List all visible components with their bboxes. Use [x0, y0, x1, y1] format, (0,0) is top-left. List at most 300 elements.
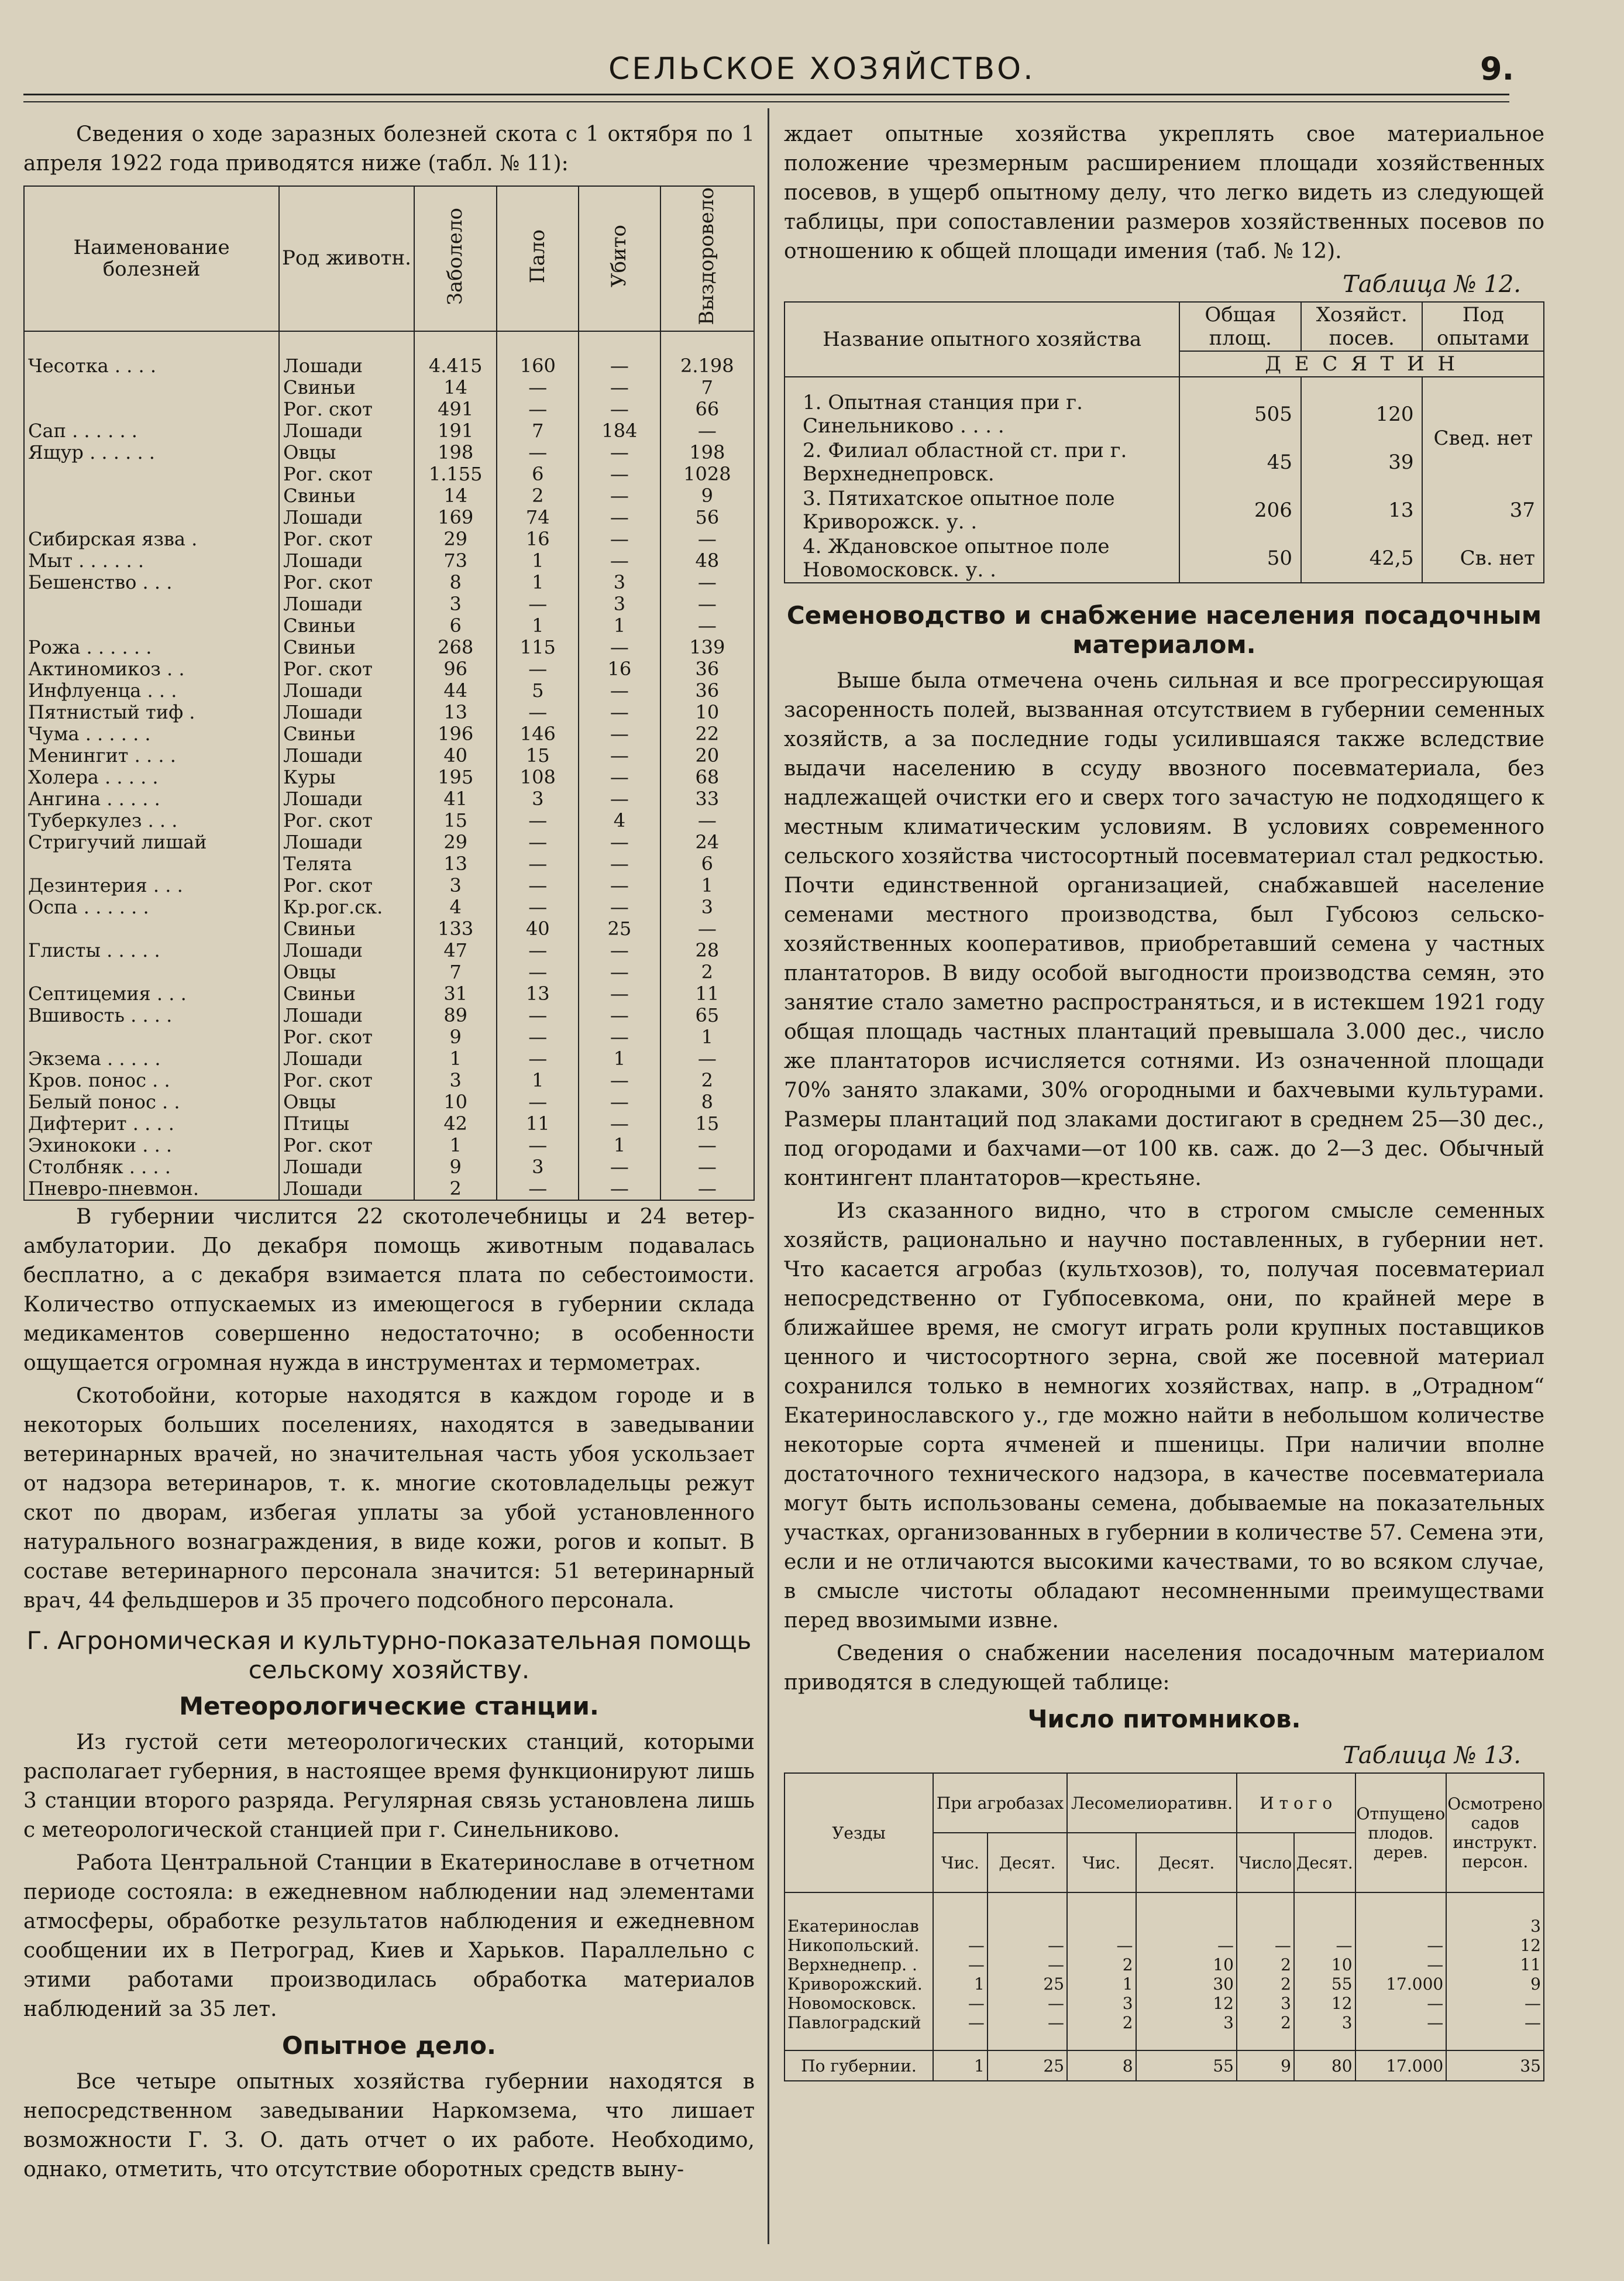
- died-cell: —: [497, 853, 579, 875]
- disease-cell: [24, 593, 279, 615]
- disease-cell: Экзема . . . . .: [24, 1048, 279, 1070]
- sick-cell: 6: [414, 615, 497, 637]
- disease-cell: Глисты . . . . .: [24, 940, 279, 961]
- killed-cell: —: [579, 853, 660, 875]
- table-row: [24, 983, 754, 1005]
- spacer-cell: [1355, 2032, 1447, 2050]
- animal-cell: Куры: [279, 767, 414, 788]
- les-count-cell: 3: [1067, 1994, 1136, 2013]
- disease-cell: Дезинтерия . . .: [24, 875, 279, 896]
- killed-cell: 1: [579, 1048, 660, 1070]
- killed-cell: —: [579, 399, 660, 420]
- total-area-cell: [1294, 1916, 1355, 1936]
- table-row: [24, 658, 754, 680]
- sick-cell: 9: [414, 1156, 497, 1178]
- spacer-cell: [1422, 377, 1544, 390]
- agro-area-cell: —: [988, 1994, 1067, 2013]
- disease-cell: Холера . . . . .: [24, 767, 279, 788]
- recovered-cell: 9: [660, 485, 754, 507]
- sick-cell: 169: [414, 507, 497, 528]
- died-cell: 1: [497, 550, 579, 572]
- animal-cell: Лошади: [279, 1178, 414, 1200]
- killed-cell: —: [579, 983, 660, 1005]
- killed-cell: —: [579, 680, 660, 702]
- disease-table-body: [24, 331, 754, 1200]
- disease-cell: Сап . . . . . .: [24, 420, 279, 442]
- t13-sub-chis: Чис.: [933, 1833, 988, 1892]
- animal-cell: Телята: [279, 853, 414, 875]
- sick-cell: 29: [414, 528, 497, 550]
- disease-cell: Сибирская язва .: [24, 528, 279, 550]
- spacer-cell: [1301, 377, 1423, 390]
- died-cell: 11: [497, 1113, 579, 1135]
- spacer-cell: [785, 1892, 933, 1916]
- t13-sub-des3: Десят.: [1294, 1833, 1355, 1892]
- died-cell: 40: [497, 918, 579, 940]
- animal-cell: Рог. скот: [279, 463, 414, 485]
- died-cell: —: [497, 1091, 579, 1113]
- total-area-cell: 80: [1294, 2050, 1355, 2081]
- died-cell: —: [497, 442, 579, 463]
- spacer-cell: [988, 2032, 1067, 2050]
- running-title: СЕЛЬСКОЕ ХОЗЯЙСТВО.: [608, 51, 1035, 87]
- uezd-cell: Павлоградский: [785, 2013, 933, 2032]
- died-cell: —: [497, 810, 579, 832]
- died-cell: —: [497, 377, 579, 399]
- recovered-cell: 24: [660, 832, 754, 853]
- paragraph-seed-1: Выше была отмечена очень сильная и все прогрессирующая засоренность полей, вызванная отсутствием в губернии семенных хозяйств, а за последние годы усилившаяся также вследствие выдачи населению в ссуду ввозного посевматериала, без надлежащей очистки его и сверх того зачастую не подходящего к местным климатическим условиям. В условиях современного сельского хозяйства чистосортный посевматериал стал редкостью. Почти единственной организацией, снабжавшей население семенами местного производства, был Губсоюз сельско-хозяйственных кооперативов, приобретавший семена у частных плантаторов. В виду особой выгодности производства семян, это занятие стало заметно распространяться, и в истекшем 1921 году общая площадь частных плантаций превышала 3.000 дес., число же плантаторов исчисляется сотнями. Из означенной площади 70% занято злаками, 30% огородными и бахчевыми культурами. Размеры плантаций под злаками достигают в среднем 25—30 дес., под огородами и бахчами—от 100 кв. саж. до 2—3 дес. Обычный контингент плантаторов—крестьяне.: [784, 669, 1544, 1190]
- killed-cell: —: [579, 767, 660, 788]
- farm-name-cell: 4. Ждановское опытное поле Новомосковск. у. .: [785, 534, 1179, 583]
- recovered-cell: 139: [660, 637, 754, 658]
- spacer-cell: [1067, 2032, 1136, 2050]
- experiment-area-cell: 37: [1422, 486, 1544, 534]
- animal-cell: Рог. скот: [279, 399, 414, 420]
- total-count-cell: 3: [1237, 1994, 1294, 2013]
- disease-cell: Туберкулез . . .: [24, 810, 279, 832]
- killed-cell: —: [579, 1091, 660, 1113]
- table-spacer: [785, 1892, 1544, 1916]
- died-cell: —: [497, 961, 579, 983]
- les-count-cell: 8: [1067, 2050, 1136, 2081]
- section-heading-g: Г. Агрономическая и культурно-показательная помощь сельскому хозяйству.: [26, 1626, 752, 1684]
- killed-cell: 1: [579, 615, 660, 637]
- farm-name-cell: 1. Опытная станция при г. Синельниково . . . .: [785, 390, 1179, 438]
- recovered-cell: 28: [660, 940, 754, 961]
- farm-sowing-cell: 42,5: [1301, 534, 1423, 583]
- killed-cell: —: [579, 702, 660, 723]
- spacer-cell: [1237, 2032, 1294, 2050]
- sick-cell: 191: [414, 420, 497, 442]
- recovered-cell: —: [660, 572, 754, 593]
- animal-cell: Лошади: [279, 420, 414, 442]
- table-row: [24, 918, 754, 940]
- paragraph-meteo-1: Из густой сети метеорологических станций, которыми располагает губерния, в настоящее время функционируют лишь 3 станции второго разряда. Регулярная связь установлена лишь с метеорологической станцией при г. Синельниково.: [23, 1730, 755, 1842]
- table-row: [24, 702, 754, 723]
- spacer-cell: [579, 331, 660, 355]
- table-row: [24, 745, 754, 767]
- table-row: [785, 1994, 1544, 2013]
- t13-header-les: Лесомелиоративн.: [1067, 1773, 1237, 1833]
- killed-cell: —: [579, 1005, 660, 1026]
- sick-cell: 8: [414, 572, 497, 593]
- table-row: [785, 1936, 1544, 1955]
- paragraph-seed-2: Из сказанного видно, что в строгом смысле семенных хозяйств, рационально и научно поставленных, в губернии нет. Что касается агробаз (культхозов), то, получая посевматериал непосредственно от Губпосевкома, они, по крайней мере в ближайшее время, не смогут играть роли крупных поставщиков ценного и чистосортного зерна, свой же посевной материал сохранился только в немногих хозяйствах, напр. в „Отрадном“ Екатеринославского у., где можно найти в небольшом количестве некоторые сорта ячменей и пшеницы. При наличии вполне достаточного технического надзора, в качестве посевматериала могут быть использованы семена, добываемые на показательных участках, организованных в губернии в количестве 57. Семена эти, если и не отличаются высокими качествами, то во всяком случае, в смысле чистоты обладают несомненными преимуществами перед ввозимыми извне.: [784, 1199, 1544, 1633]
- disease-cell: [24, 615, 279, 637]
- trees-cell: —: [1355, 1994, 1447, 2013]
- les-area-cell: 3: [1136, 2013, 1237, 2032]
- died-cell: —: [497, 1135, 579, 1156]
- animal-cell: Овцы: [279, 961, 414, 983]
- killed-cell: —: [579, 355, 660, 377]
- sick-cell: 3: [414, 875, 497, 896]
- recovered-cell: —: [660, 615, 754, 637]
- gardens-cell: 12: [1446, 1936, 1544, 1955]
- sick-cell: 198: [414, 442, 497, 463]
- table-row: [24, 485, 754, 507]
- sick-cell: 42: [414, 1113, 497, 1135]
- sick-cell: 195: [414, 767, 497, 788]
- spacer-cell: [1136, 1892, 1237, 1916]
- disease-cell: Бешенство . . .: [24, 572, 279, 593]
- killed-cell: —: [579, 723, 660, 745]
- animal-cell: Лошади: [279, 745, 414, 767]
- died-cell: 146: [497, 723, 579, 745]
- sick-cell: 491: [414, 399, 497, 420]
- table-row: [24, 896, 754, 918]
- trees-cell: —: [1355, 1955, 1447, 1974]
- paragraph-continued: ждает опытные хозяйства укреплять свое материальное положение чрезмерным расширением площади хозяйственных посевов, в ущерб опытному делу, что легко видеть из следующей таблицы, при сопоставлении размеров хозяйственных посевов по отношению к общей площади имения (таб. № 12).: [784, 122, 1544, 263]
- spacer-cell: [988, 1892, 1067, 1916]
- animal-cell: Рог. скот: [279, 1070, 414, 1091]
- table-row: [785, 486, 1544, 534]
- table-row: [785, 2013, 1544, 2032]
- recovered-cell: 65: [660, 1005, 754, 1026]
- gardens-cell: 35: [1446, 2050, 1544, 2081]
- killed-cell: —: [579, 788, 660, 810]
- total-count-cell: —: [1237, 1936, 1294, 1955]
- recovered-cell: 2.198: [660, 355, 754, 377]
- trees-cell: 17.000: [1355, 2050, 1447, 2081]
- table-row: [24, 593, 754, 615]
- killed-cell: —: [579, 875, 660, 896]
- agro-area-cell: —: [988, 2013, 1067, 2032]
- t13-header-trees: Отпущено плодов. дерев.: [1355, 1773, 1447, 1892]
- killed-cell: —: [579, 1178, 660, 1200]
- died-cell: —: [497, 593, 579, 615]
- died-cell: 115: [497, 637, 579, 658]
- disease-cell: Пневро-пневмон.: [24, 1178, 279, 1200]
- died-cell: —: [497, 940, 579, 961]
- recovered-cell: 22: [660, 723, 754, 745]
- agro-count-cell: —: [933, 1936, 988, 1955]
- spacer-cell: [1237, 1892, 1294, 1916]
- animal-cell: Лошади: [279, 593, 414, 615]
- col-header-sick: Заболело: [414, 186, 497, 331]
- gardens-cell: —: [1446, 1994, 1544, 2013]
- recovered-cell: 56: [660, 507, 754, 528]
- t13-header-uezd: Уезды: [785, 1773, 933, 1892]
- animal-cell: Свиньи: [279, 918, 414, 940]
- total-area-cell: —: [1294, 1936, 1355, 1955]
- uezd-cell: Екатеринослав: [785, 1916, 933, 1936]
- disease-cell: [24, 1026, 279, 1048]
- left-column-text: [23, 1203, 755, 2188]
- table-row: [24, 1135, 754, 1156]
- table-row: [24, 507, 754, 528]
- animal-cell: Лошади: [279, 355, 414, 377]
- intro-paragraph: Сведения о ходе заразных болезней скота с 1 октября по 1 апреля 1922 года приводятся ниже (табл. № 11):: [23, 122, 755, 176]
- disease-cell: Чума . . . . . .: [24, 723, 279, 745]
- t12-header-farm: Хозяйст. посев.: [1301, 302, 1423, 351]
- les-count-cell: [1067, 1916, 1136, 1936]
- table-row: [24, 550, 754, 572]
- disease-cell: [24, 507, 279, 528]
- t12-unit: Д Е С Я Т И Н: [1179, 351, 1544, 377]
- disease-cell: Септицемия . . .: [24, 983, 279, 1005]
- agro-count-cell: 1: [933, 2050, 988, 2081]
- farm-sowing-cell: 39: [1301, 438, 1423, 486]
- spacer-cell: [1446, 2032, 1544, 2050]
- recovered-cell: 20: [660, 745, 754, 767]
- table12-caption: Таблица № 12.: [1343, 271, 1521, 298]
- recovered-cell: —: [660, 918, 754, 940]
- col-header-animal: Род животн.: [279, 186, 414, 331]
- farm-name-cell: 3. Пятихатское опытное поле Криворожск. у. .: [785, 486, 1179, 534]
- table-row: [785, 1974, 1544, 1994]
- disease-cell: Инфлуенца . . .: [24, 680, 279, 702]
- les-area-cell: 55: [1136, 2050, 1237, 2081]
- recovered-cell: 1: [660, 875, 754, 896]
- disease-cell: [24, 961, 279, 983]
- total-count-cell: 2: [1237, 1974, 1294, 1994]
- t13-sub-des2: Десят.: [1136, 1833, 1237, 1892]
- table-row: [24, 399, 754, 420]
- uezd-cell: Криворожский.: [785, 1974, 933, 1994]
- disease-cell: [24, 377, 279, 399]
- table-row: [24, 788, 754, 810]
- table-row: [24, 680, 754, 702]
- table-row: [24, 355, 754, 377]
- spacer-cell: [497, 331, 579, 355]
- killed-cell: —: [579, 1113, 660, 1135]
- spacer-cell: [933, 2032, 988, 2050]
- table-row: [24, 420, 754, 442]
- sick-cell: 1.155: [414, 463, 497, 485]
- t13-header-agro: При агробазах: [933, 1773, 1067, 1833]
- sick-cell: 31: [414, 983, 497, 1005]
- disease-cell: [24, 918, 279, 940]
- sick-cell: 15: [414, 810, 497, 832]
- killed-cell: —: [579, 463, 660, 485]
- gardens-cell: 3: [1446, 1916, 1544, 1936]
- recovered-cell: 2: [660, 961, 754, 983]
- table-row: [24, 1026, 754, 1048]
- total-area-cell: 3: [1294, 2013, 1355, 2032]
- animal-cell: Кр.рог.ск.: [279, 896, 414, 918]
- total-count-cell: [1237, 1916, 1294, 1936]
- table-row: [24, 463, 754, 485]
- spacer-cell: [1179, 377, 1301, 390]
- recovered-cell: —: [660, 1178, 754, 1200]
- animal-cell: Рог. скот: [279, 572, 414, 593]
- died-cell: 74: [497, 507, 579, 528]
- t12-header-total: Общая площ.: [1179, 302, 1301, 351]
- total-row: [785, 2050, 1544, 2081]
- spacer-cell: [1355, 1892, 1447, 1916]
- disease-cell: Белый понос . .: [24, 1091, 279, 1113]
- recovered-cell: 36: [660, 680, 754, 702]
- table-row: [24, 1048, 754, 1070]
- died-cell: —: [497, 832, 579, 853]
- t13-sub-des: Десят.: [988, 1833, 1067, 1892]
- recovered-cell: 1: [660, 1026, 754, 1048]
- uezd-cell: Верхнеднепр. .: [785, 1955, 933, 1974]
- animal-cell: Рог. скот: [279, 1026, 414, 1048]
- table-row: [24, 637, 754, 658]
- paragraph-meteo-2: Работа Центральной Станции в Екатеринославе в отчетном периоде состояла: в ежедневном наблюдении над элементами атмосферы, обработке результатов наблюдения и ежедневном сообщении их в Петроград, Киев и Харьков. Параллельно с этими работами производилась обработка материалов наблюдений за 35 лет.: [23, 1851, 755, 2021]
- died-cell: —: [497, 1026, 579, 1048]
- col-header-disease: Наименование болезней: [24, 186, 279, 331]
- recovered-cell: —: [660, 593, 754, 615]
- t13-sub-chis2: Чис.: [1067, 1833, 1136, 1892]
- spacer-cell: [1446, 1892, 1544, 1916]
- recovered-cell: 6: [660, 853, 754, 875]
- recovered-cell: 33: [660, 788, 754, 810]
- died-cell: 1: [497, 615, 579, 637]
- gardens-cell: 11: [1446, 1955, 1544, 1974]
- spacer-cell: [785, 377, 1179, 390]
- sick-cell: 40: [414, 745, 497, 767]
- table13-caption: Таблица № 13.: [1343, 1742, 1521, 1769]
- sick-cell: 4: [414, 896, 497, 918]
- sick-cell: 3: [414, 593, 497, 615]
- recovered-cell: 7: [660, 377, 754, 399]
- recovered-cell: 66: [660, 399, 754, 420]
- table-row: [24, 442, 754, 463]
- recovered-cell: 68: [660, 767, 754, 788]
- total-area-cell: 45: [1179, 438, 1301, 486]
- sick-cell: 1: [414, 1048, 497, 1070]
- heading-meteo: Метеорологические станции.: [179, 1692, 599, 1720]
- recovered-cell: —: [660, 1048, 754, 1070]
- uezd-cell: Никопольский.: [785, 1936, 933, 1955]
- animal-cell: Овцы: [279, 442, 414, 463]
- disease-cell: [24, 399, 279, 420]
- disease-cell: Оспа . . . . . .: [24, 896, 279, 918]
- sick-cell: 44: [414, 680, 497, 702]
- trees-cell: [1355, 1916, 1447, 1936]
- col-header-died: Пало: [497, 186, 579, 331]
- farm-name-cell: 2. Филиал областной ст. при г. Верхнеднепровск.: [785, 438, 1179, 486]
- table-spacer: [785, 2032, 1544, 2050]
- animal-cell: Рог. скот: [279, 810, 414, 832]
- sick-cell: 1: [414, 1135, 497, 1156]
- sick-cell: 41: [414, 788, 497, 810]
- disease-cell: Менингит . . . .: [24, 745, 279, 767]
- died-cell: 1: [497, 572, 579, 593]
- recovered-cell: —: [660, 810, 754, 832]
- experimental-farms-table: [784, 301, 1544, 583]
- sick-cell: 7: [414, 961, 497, 983]
- disease-cell: [24, 485, 279, 507]
- disease-table: [23, 185, 755, 1201]
- page-header: [23, 46, 1515, 98]
- disease-cell: Эхинококи . . .: [24, 1135, 279, 1156]
- table-row: [785, 1916, 1544, 1936]
- sick-cell: 89: [414, 1005, 497, 1026]
- animal-cell: Свиньи: [279, 377, 414, 399]
- animal-cell: Лошади: [279, 788, 414, 810]
- died-cell: —: [497, 658, 579, 680]
- animal-cell: Рог. скот: [279, 875, 414, 896]
- sick-cell: 14: [414, 377, 497, 399]
- recovered-cell: —: [660, 1135, 754, 1156]
- sick-cell: 96: [414, 658, 497, 680]
- sick-cell: 196: [414, 723, 497, 745]
- died-cell: 3: [497, 788, 579, 810]
- table-row: [24, 572, 754, 593]
- total-area-cell: 505: [1179, 390, 1301, 438]
- total-area-cell: 10: [1294, 1955, 1355, 1974]
- table-row: [24, 1178, 754, 1200]
- died-cell: 2: [497, 485, 579, 507]
- spacer-cell: [1067, 1892, 1136, 1916]
- t13-sub-chislo: Число: [1237, 1833, 1294, 1892]
- sick-cell: 73: [414, 550, 497, 572]
- table-row: [24, 1156, 754, 1178]
- recovered-cell: 48: [660, 550, 754, 572]
- bracket-note-cell: Свед. нет: [1422, 390, 1544, 486]
- disease-cell: Актиномикоз . .: [24, 658, 279, 680]
- table-row: [24, 767, 754, 788]
- agro-area-cell: 25: [988, 1974, 1067, 1994]
- col-header-killed: Убито: [579, 186, 660, 331]
- disease-cell: Дифтерит . . . .: [24, 1113, 279, 1135]
- died-cell: —: [497, 896, 579, 918]
- disease-cell: Стригучий лишай: [24, 832, 279, 853]
- died-cell: 7: [497, 420, 579, 442]
- agro-area-cell: [988, 1916, 1067, 1936]
- died-cell: 1: [497, 1070, 579, 1091]
- table-row: [24, 723, 754, 745]
- paragraph-seed-3: Сведения о снабжении населения посадочным материалом приводятся в следующей таблице:: [784, 1641, 1544, 1695]
- agro-area-cell: —: [988, 1955, 1067, 1974]
- disease-cell: [24, 853, 279, 875]
- disease-cell: Вшивость . . . .: [24, 1005, 279, 1026]
- died-cell: 15: [497, 745, 579, 767]
- sick-cell: 2: [414, 1178, 497, 1200]
- recovered-cell: 1028: [660, 463, 754, 485]
- sick-cell: 4.415: [414, 355, 497, 377]
- table-row: [785, 1955, 1544, 1974]
- killed-cell: —: [579, 832, 660, 853]
- nurseries-table: [784, 1772, 1544, 2081]
- recovered-cell: —: [660, 420, 754, 442]
- table-row: [24, 615, 754, 637]
- paragraph-vet-clinics: В губернии числится 22 скотолечебницы и 24 ветер-амбулатории. До декабря помощь животным подавалась бесплатно, а с декабря взимается плата по себестоимости. Количество отпускаемых из имеющегося в губернии склада медикаментов совершенно недостаточно; в особенности ощущается огромная нужда в инструментах и термометрах.: [23, 1205, 755, 1375]
- spacer-cell: [1136, 2032, 1237, 2050]
- sick-cell: 3: [414, 1070, 497, 1091]
- died-cell: 6: [497, 463, 579, 485]
- paragraph-slaughterhouses: Скотобойни, которые находятся в каждом городе и в некоторых больших поселениях, находятся в заведывании ветеринарных врачей, но значительная часть убоя ускользает от надзора ветеринаров, т. к. многие скотовладельцы режут скот по дворам, избегая уплаты за убой установленного натурального вознаграждения, в виде кожи, рогов и копыт. В составе ветеринарного персонала значится: 51 ветеринарный врач, 44 фельдшеров и 35 прочего подсобного персонала.: [23, 1384, 755, 1613]
- farm-sowing-cell: 120: [1301, 390, 1423, 438]
- table-row: [24, 853, 754, 875]
- spacer-cell: [1294, 1892, 1355, 1916]
- farm-sowing-cell: 13: [1301, 486, 1423, 534]
- table-row: [24, 1091, 754, 1113]
- animal-cell: Лошади: [279, 680, 414, 702]
